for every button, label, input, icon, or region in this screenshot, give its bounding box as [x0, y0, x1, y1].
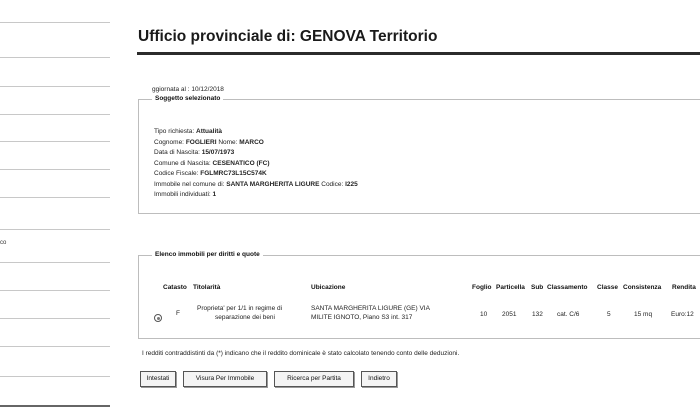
visura-per-immobile-button[interactable]: Visura Per Immobile	[183, 371, 267, 387]
field-value: Attualità	[196, 128, 223, 135]
cell-titolarita-line1: Proprieta' per 1/1 in regime di	[197, 305, 283, 312]
sidebar-divider	[0, 290, 110, 291]
subject-row-name	[154, 139, 264, 146]
sidebar-divider	[0, 405, 110, 407]
subject-row-birthdate	[154, 149, 234, 156]
field-label: Comune di Nascita:	[154, 159, 211, 167]
cell-titolarita-line2: separazione dei beni	[215, 314, 275, 321]
field-label: Data di Nascita:	[154, 149, 200, 156]
subject-row-tipo	[154, 128, 222, 135]
cell-foglio: 10	[480, 311, 488, 318]
sidebar-divider	[0, 141, 110, 142]
cell-ubicazione-line2: MILITE IGNOTO, Piano S3 int. 317	[311, 314, 413, 321]
property-list-legend: Elenco immobili per diritti e quote	[152, 251, 263, 258]
column-header-classe: Classe	[597, 284, 618, 291]
column-header-sub: Sub	[531, 284, 544, 291]
intestati-button[interactable]: Intestati	[140, 371, 176, 387]
cell-catasto: F	[176, 310, 180, 317]
cell-classamento: cat. C/6	[557, 311, 580, 318]
update-date: ggiornata al : 10/12/2018	[152, 86, 224, 93]
page-title: Ufficio provinciale di: GENOVA Territorio	[138, 28, 438, 45]
sidebar-divider	[0, 57, 110, 58]
sidebar-divider	[0, 229, 110, 230]
column-header-consistenza: Consistenza	[623, 284, 662, 291]
cell-ubicazione-line1: SANTA MARGHERITA LIGURE (GE) VIA	[311, 305, 430, 312]
selected-subject-legend: Soggetto selezionato	[152, 95, 223, 102]
sidebar-item-label[interactable]: co	[0, 240, 7, 246]
sidebar-divider	[0, 197, 110, 198]
cell-particella: 2051	[502, 311, 517, 318]
field-label: Codice Fiscale:	[154, 170, 199, 177]
field-value: FOGLIERI	[185, 138, 217, 146]
subject-row-fiscal-code	[154, 170, 267, 177]
sidebar-divider	[0, 169, 110, 170]
field-label: Immobile nel comune di:	[154, 180, 225, 188]
subject-row-birthplace	[154, 160, 269, 167]
sidebar-divider	[0, 346, 110, 347]
ricerca-per-partita-button[interactable]: Ricerca per Partita	[274, 371, 354, 387]
subject-row-count	[154, 191, 216, 198]
property-list-panel	[138, 255, 700, 339]
column-header-rendita: Rendita	[672, 284, 696, 291]
cell-sub: 132	[532, 311, 543, 318]
column-header-particella: Particella	[496, 284, 525, 291]
sidebar-divider	[0, 22, 110, 23]
column-header-ubicazione: Ubicazione	[311, 284, 346, 291]
cell-rendita: Euro:12	[671, 311, 694, 318]
column-header-titolarita: Titolarità	[193, 284, 221, 291]
subject-row-comune	[154, 181, 358, 188]
sidebar-divider	[0, 86, 110, 87]
column-header-classamento: Classamento	[547, 284, 588, 291]
cell-classe: 5	[607, 311, 611, 318]
field-label: Cognome:	[154, 138, 184, 146]
column-header-foglio: Foglio	[472, 284, 492, 291]
field-value: 15/07/1973	[201, 149, 235, 156]
sidebar-divider	[0, 318, 110, 319]
sidebar-divider	[0, 376, 110, 377]
field-value: FGLMRC73L15C574K	[200, 170, 267, 177]
cell-consistenza: 15 mq	[634, 311, 653, 318]
row-select-radio[interactable]	[154, 314, 162, 322]
field-value: MARCO	[239, 138, 264, 146]
field-value: CESENATICO (FC)	[212, 159, 270, 167]
sidebar-divider	[0, 114, 110, 115]
title-rule	[137, 52, 700, 55]
field-label: Codice:	[321, 180, 344, 188]
column-header-catasto: Catasto	[163, 284, 187, 291]
field-value: 1	[212, 191, 217, 198]
field-label: Immobili individuati:	[154, 191, 211, 198]
field-label: Nome:	[218, 138, 238, 146]
selected-subject-panel	[138, 99, 700, 214]
footnote: I redditi contraddistinti da (*) indicano che il reddito dominicale è stato calcolato tenendo conto delle deduzioni.	[142, 350, 460, 357]
sidebar-divider	[0, 262, 110, 263]
field-value: I225	[345, 180, 358, 188]
field-value: SANTA MARGHERITA LIGURE	[226, 180, 320, 188]
field-label: Tipo richiesta:	[154, 128, 195, 135]
indietro-button[interactable]: Indietro	[361, 371, 397, 387]
